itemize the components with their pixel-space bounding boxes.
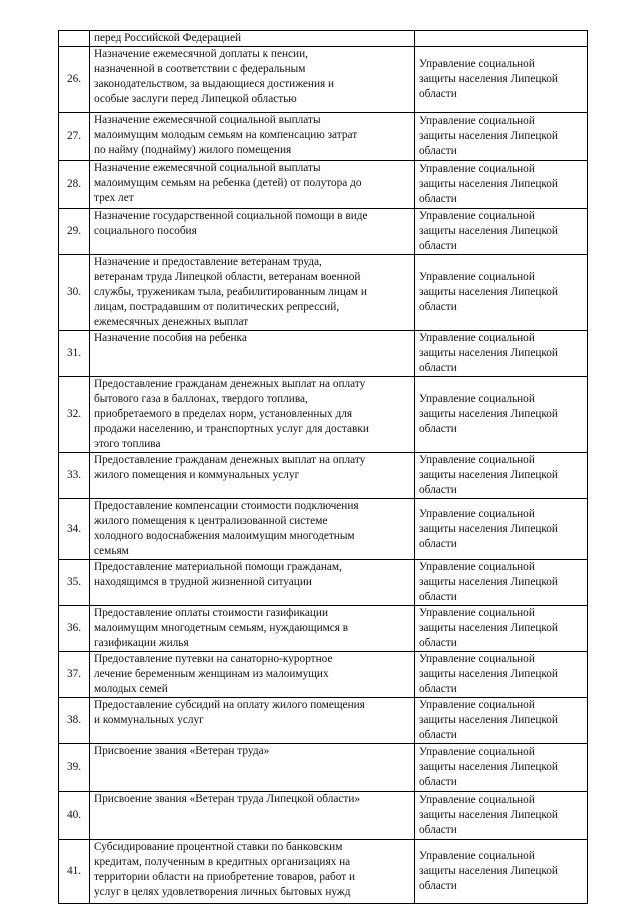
description-line: продажи населению, и транспортных услуг для доставки: [94, 423, 369, 435]
department-line: Управление социальной: [419, 58, 535, 70]
description-line: Назначение государственной социальной помощи в виде: [94, 210, 368, 222]
department-line: защиты населения Липецкой: [419, 408, 558, 420]
service-description: [90, 744, 415, 792]
row-number: 29.: [59, 209, 90, 255]
department-line: области: [419, 193, 457, 205]
description-line: молодых семей: [94, 683, 168, 695]
row-number: 36.: [59, 606, 90, 652]
department-line: защиты населения Липецкой: [419, 178, 558, 190]
description-line: этого топлива: [94, 438, 161, 450]
description-line: находящимся в трудной жизненной ситуации: [94, 576, 312, 588]
table-row: [59, 113, 588, 161]
service-description: [90, 209, 415, 255]
description-line: Предоставление компенсации стоимости подключения: [94, 500, 359, 512]
table-row: [59, 652, 588, 698]
description-line: трех лет: [94, 192, 134, 204]
row-number: 35.: [59, 560, 90, 606]
responsible-department: [415, 698, 588, 744]
service-description: [90, 652, 415, 698]
description-line: лицам, пострадавшим от политических репрессий,: [94, 301, 340, 313]
services-table: [58, 30, 588, 904]
responsible-department: [415, 499, 588, 560]
description-line: социального пособия: [94, 225, 197, 237]
row-number: 39.: [59, 744, 90, 792]
department-line: защиты населения Липецкой: [419, 347, 558, 359]
description-line: газификации жилья: [94, 637, 189, 649]
row-number: 27.: [59, 113, 90, 161]
responsible-department: [415, 331, 588, 377]
description-line: перед Российской Федерацией: [94, 32, 242, 44]
department-line: области: [419, 240, 457, 252]
department-line: области: [419, 88, 457, 100]
services-table-body: [59, 31, 588, 904]
description-line: службы, труженикам тыла, реабилитированным лицам и: [94, 286, 367, 298]
description-line: и коммунальных услуг: [94, 714, 204, 726]
description-line: Назначение ежемесячной доплаты к пенсии,: [94, 48, 308, 60]
department-line: Управление социальной: [419, 115, 535, 127]
service-description: [90, 606, 415, 652]
responsible-department: [415, 161, 588, 209]
table-row: [59, 377, 588, 453]
service-description: [90, 255, 415, 331]
department-line: области: [419, 145, 457, 157]
department-line: области: [419, 537, 457, 550]
responsible-department: [415, 453, 588, 499]
department-line: Управление социальной: [419, 332, 535, 344]
department-line: защиты населения Липецкой: [419, 809, 558, 821]
row-number: 28.: [59, 161, 90, 209]
responsible-department: [415, 560, 588, 606]
description-line: территории области на приобретение товаров, работ и: [94, 871, 356, 883]
table-row: [59, 31, 588, 47]
table-row: [59, 453, 588, 499]
description-line: Предоставление оплаты стоимости газификации: [94, 607, 329, 619]
description-line: холодного водоснабжения малоимущим многодетным: [94, 530, 355, 542]
responsible-department: [415, 255, 588, 331]
table-row: [59, 209, 588, 255]
description-line: семьям: [94, 545, 129, 557]
row-number: [59, 31, 90, 47]
table-row: [59, 331, 588, 377]
table-row: [59, 606, 588, 652]
department-line: защиты населения Липецкой: [419, 668, 558, 680]
department-line: защиты населения Липецкой: [419, 130, 558, 142]
responsible-department: [415, 652, 588, 698]
table-row: [59, 560, 588, 606]
service-description: [90, 792, 415, 840]
department-line: защиты населения Липецкой: [419, 225, 558, 237]
table-row: [59, 840, 588, 904]
department-line: Управление социальной: [419, 561, 535, 573]
description-line: жилого помещения к централизованной системе: [94, 515, 328, 527]
description-line: бытового газа в баллонах, твердого топлива,: [94, 393, 308, 405]
table-row: [59, 161, 588, 209]
row-number: 26.: [59, 47, 90, 113]
table-row: [59, 792, 588, 840]
responsible-department: [415, 47, 588, 113]
department-line: области: [419, 484, 457, 496]
department-line: области: [419, 729, 457, 741]
responsible-department: [415, 377, 588, 453]
service-description: [90, 560, 415, 606]
department-line: области: [419, 683, 457, 695]
row-number: 41.: [59, 840, 90, 904]
row-number: 33.: [59, 453, 90, 499]
table-row: [59, 47, 588, 113]
description-line: кредитам, полученным в кредитных организациях на: [94, 856, 351, 868]
department-line: области: [419, 824, 457, 836]
department-line: Управление социальной: [419, 507, 535, 520]
row-number: 30.: [59, 255, 90, 331]
department-line: Управление социальной: [419, 271, 535, 283]
description-line: Предоставление путевки на санаторно-курортное: [94, 653, 333, 665]
department-line: защиты населения Липецкой: [419, 469, 558, 481]
description-line: Субсидирование процентной ставки по банковским: [94, 841, 343, 853]
department-line: защиты населения Липецкой: [419, 286, 558, 298]
service-description: [90, 331, 415, 377]
department-line: защиты населения Липецкой: [419, 865, 558, 877]
service-description: [90, 161, 415, 209]
department-line: Управление социальной: [419, 794, 535, 806]
department-line: Управление социальной: [419, 454, 535, 466]
department-line: защиты населения Липецкой: [419, 576, 558, 588]
responsible-department: [415, 840, 588, 904]
department-line: Управление социальной: [419, 607, 535, 619]
description-line: малоимущим многодетным семьям, нуждающимся в: [94, 622, 349, 634]
service-description: [90, 499, 415, 560]
description-line: Предоставление субсидий на оплату жилого помещения: [94, 699, 365, 711]
department-line: области: [419, 423, 457, 435]
description-line: назначенной в соответствии с федеральным: [94, 63, 306, 75]
description-line: жилого помещения и коммунальных услуг: [94, 469, 300, 481]
responsible-department: [415, 113, 588, 161]
description-line: Присвоение звания «Ветеран труда»: [94, 745, 270, 757]
department-line: области: [419, 591, 457, 603]
department-line: защиты населения Липецкой: [419, 714, 558, 726]
row-number: 32.: [59, 377, 90, 453]
description-line: малоимущим молодым семьям на компенсацию затрат: [94, 129, 358, 141]
table-row: [59, 744, 588, 792]
description-line: малоимущим семьям на ребенка (детей) от полутора до: [94, 177, 362, 189]
department-line: области: [419, 301, 457, 313]
table-row: [59, 499, 588, 560]
responsible-department: [415, 792, 588, 840]
table-row: [59, 255, 588, 331]
service-description: [90, 698, 415, 744]
responsible-department: [415, 606, 588, 652]
department-line: Управление социальной: [419, 699, 535, 711]
department-line: области: [419, 776, 457, 788]
description-line: Назначение и предоставление ветеранам труда,: [94, 256, 322, 268]
description-line: лечение беременным женщинам из малоимущих: [94, 668, 329, 680]
department-line: области: [419, 362, 457, 374]
description-line: услуг в целях удовлетворения личных бытовых нужд: [94, 886, 351, 898]
description-line: Предоставление гражданам денежных выплат на оплату: [94, 378, 366, 390]
department-line: области: [419, 637, 457, 649]
department-line: Управление социальной: [419, 393, 535, 405]
service-description: [90, 47, 415, 113]
department-line: защиты населения Липецкой: [419, 761, 558, 773]
department-line: области: [419, 880, 457, 892]
department-line: защиты населения Липецкой: [419, 622, 558, 634]
responsible-department: [415, 744, 588, 792]
description-line: Назначение ежемесячной социальной выплаты: [94, 114, 321, 126]
department-line: Управление социальной: [419, 210, 535, 222]
service-description: [90, 31, 415, 47]
row-number: 38.: [59, 698, 90, 744]
row-number: 40.: [59, 792, 90, 840]
description-line: Предоставление материальной помощи гражданам,: [94, 561, 342, 573]
description-line: особые заслуги перед Липецкой областью: [94, 93, 297, 105]
service-description: [90, 113, 415, 161]
department-line: защиты населения Липецкой: [419, 73, 558, 85]
row-number: 34.: [59, 499, 90, 560]
description-line: Присвоение звания «Ветеран труда Липецкой области»: [94, 793, 361, 805]
table-row: [59, 698, 588, 744]
responsible-department: [415, 31, 588, 47]
description-line: Предоставление гражданам денежных выплат на оплату: [94, 454, 366, 466]
service-description: [90, 453, 415, 499]
description-line: законодательством, за выдающиеся достижения и: [94, 78, 335, 90]
description-line: ежемесячных денежных выплат: [94, 316, 249, 328]
department-line: Управление социальной: [419, 653, 535, 665]
service-description: [90, 377, 415, 453]
description-line: приобретаемого в пределах норм, установленных для: [94, 408, 353, 420]
department-line: защиты населения Липецкой: [419, 522, 558, 535]
department-line: Управление социальной: [419, 163, 535, 175]
description-line: по найму (поднайму) жилого помещения: [94, 144, 292, 156]
service-description: [90, 840, 415, 904]
description-line: Назначение пособия на ребенка: [94, 332, 247, 344]
description-line: ветеранам труда Липецкой области, ветеранам военной: [94, 271, 361, 283]
description-line: Назначение ежемесячной социальной выплаты: [94, 162, 321, 174]
row-number: 31.: [59, 331, 90, 377]
row-number: 37.: [59, 652, 90, 698]
department-line: Управление социальной: [419, 850, 535, 862]
department-line: Управление социальной: [419, 746, 535, 758]
responsible-department: [415, 209, 588, 255]
